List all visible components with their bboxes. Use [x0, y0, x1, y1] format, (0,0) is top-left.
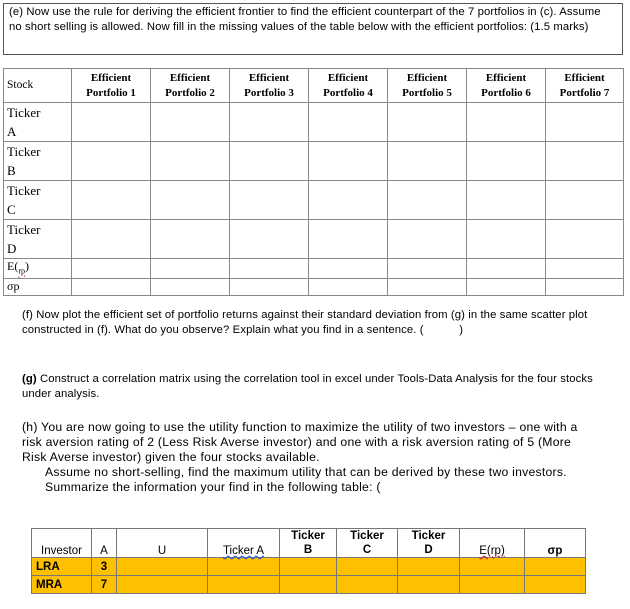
table-cell[interactable]	[337, 558, 398, 576]
utility-header-ticker-a: Ticker A	[208, 529, 280, 558]
table-cell[interactable]	[546, 181, 624, 220]
utility-header-ticker-b: Ticker B	[280, 529, 337, 558]
table-row-ticker-b	[4, 142, 624, 181]
table-cell[interactable]	[546, 103, 624, 142]
table-cell[interactable]	[230, 142, 309, 181]
utility-a-mra: 7	[92, 576, 117, 594]
table-cell[interactable]	[460, 558, 525, 576]
section-h-paragraph-2: Assume no short-selling, find the maximum utility that can be derived by these two investors. Summarize the information your find in the following table: (	[45, 465, 567, 494]
utility-header-ticker-d: Ticker D	[398, 529, 460, 558]
table-row-sigma	[4, 279, 624, 296]
table-cell[interactable]	[546, 259, 624, 279]
utility-header-a: A	[92, 529, 117, 558]
table-cell[interactable]	[72, 220, 151, 259]
table-cell[interactable]	[230, 181, 309, 220]
table-cell[interactable]	[388, 279, 467, 296]
table-cell[interactable]	[309, 181, 388, 220]
table-cell[interactable]	[546, 142, 624, 181]
table-cell[interactable]	[309, 220, 388, 259]
stock-header: Stock	[4, 69, 72, 103]
table-cell[interactable]	[309, 279, 388, 296]
col-header-portfolio-3: Efficient Portfolio 3	[230, 69, 309, 103]
table-cell[interactable]	[309, 103, 388, 142]
col-header-portfolio-4: Efficient Portfolio 4	[309, 69, 388, 103]
table-cell[interactable]	[72, 103, 151, 142]
table-row-ticker-a	[4, 103, 624, 142]
table-cell[interactable]	[280, 576, 337, 594]
table-cell[interactable]	[230, 259, 309, 279]
table-row-ticker-c	[4, 181, 624, 220]
utility-a-lra: 3	[92, 558, 117, 576]
utility-header-sigma: σp	[525, 529, 586, 558]
utility-header-u: U	[117, 529, 208, 558]
utility-investor-mra: MRA	[32, 576, 92, 594]
table-cell[interactable]	[72, 142, 151, 181]
table-cell[interactable]	[398, 558, 460, 576]
table-cell[interactable]	[309, 259, 388, 279]
utility-row-mra	[32, 576, 586, 594]
section-h-paragraph-1: (h) You are now going to use the utility function to maximize the utility of two investors – one with a risk aversion rating of 2 (Less Risk Averse investor) and one with a risk aversion rating of 5 (More Risk Averse investor) given the four stocks available.	[22, 420, 578, 464]
table-row-ticker-d	[4, 220, 624, 259]
utility-table	[31, 528, 586, 594]
section-f-text: (f) Now plot the efficient set of portfolio returns against their standard deviation from (g) in the same scatter plot constructed in (f). What do you observe? Explain what you find in a sentence. ( )	[22, 309, 588, 336]
table-cell[interactable]	[151, 279, 230, 296]
table-cell[interactable]	[398, 576, 460, 594]
table-cell[interactable]	[388, 259, 467, 279]
table-row-erp	[4, 259, 624, 279]
section-g-text: (g) Construct a correlation matrix using the correlation tool in excel under Tools-Data Analysis for the four stocks under analysis.	[22, 373, 593, 400]
table-cell[interactable]	[467, 259, 546, 279]
table-cell[interactable]	[388, 220, 467, 259]
col-header-portfolio-6: Efficient Portfolio 6	[467, 69, 546, 103]
table-cell[interactable]	[151, 103, 230, 142]
table-cell[interactable]	[546, 279, 624, 296]
col-header-portfolio-1: Efficient Portfolio 1	[72, 69, 151, 103]
table-cell[interactable]	[388, 142, 467, 181]
table-cell[interactable]	[388, 181, 467, 220]
utility-investor-lra: LRA	[32, 558, 92, 576]
row-label-ticker-d: Ticker D	[4, 220, 72, 259]
utility-header-erp: E(rp)	[460, 529, 525, 558]
table-cell[interactable]	[309, 142, 388, 181]
efficient-portfolio-table	[3, 68, 624, 296]
table-cell[interactable]	[467, 181, 546, 220]
table-cell[interactable]	[388, 103, 467, 142]
table-cell[interactable]	[72, 259, 151, 279]
col-header-portfolio-2: Efficient Portfolio 2	[151, 69, 230, 103]
table-cell[interactable]	[72, 181, 151, 220]
utility-row-lra	[32, 558, 586, 576]
row-label-ticker-c: Ticker C	[4, 181, 72, 220]
table-cell[interactable]	[467, 220, 546, 259]
utility-header-investor: Investor	[32, 529, 92, 558]
col-header-portfolio-5: Efficient Portfolio 5	[388, 69, 467, 103]
row-label-ticker-a: Ticker A	[4, 103, 72, 142]
table-cell[interactable]	[467, 279, 546, 296]
table-cell[interactable]	[117, 558, 208, 576]
table-cell[interactable]	[230, 220, 309, 259]
table-cell[interactable]	[151, 220, 230, 259]
table-cell[interactable]	[280, 558, 337, 576]
table-cell[interactable]	[467, 103, 546, 142]
section-e-text: (e) Now use the rule for deriving the efficient frontier to find the efficient counterpart of the 7 portfolios in (c). Assume no short selling is allowed. Now fill in the missing values of the table below with the efficient portfolios: (1.5 marks)	[9, 6, 601, 33]
section-h-text	[22, 420, 592, 495]
table-cell[interactable]	[117, 576, 208, 594]
table-cell[interactable]	[208, 558, 280, 576]
utility-header-ticker-c: Ticker C	[337, 529, 398, 558]
table-cell[interactable]	[230, 279, 309, 296]
table-cell[interactable]	[460, 576, 525, 594]
table-cell[interactable]	[546, 220, 624, 259]
row-label-erp: $E(_{rp})$	[4, 259, 72, 279]
table-cell[interactable]	[337, 576, 398, 594]
table-cell[interactable]	[525, 558, 586, 576]
row-label-sigma: σp	[4, 279, 72, 296]
col-header-portfolio-7: Efficient Portfolio 7	[546, 69, 624, 103]
table-cell[interactable]	[230, 103, 309, 142]
table-cell[interactable]	[151, 142, 230, 181]
table-cell[interactable]	[208, 576, 280, 594]
table-cell[interactable]	[151, 181, 230, 220]
row-label-ticker-b: Ticker B	[4, 142, 72, 181]
table-cell[interactable]	[467, 142, 546, 181]
utility-header-row	[32, 529, 586, 558]
table-cell[interactable]	[151, 259, 230, 279]
table-cell[interactable]	[525, 576, 586, 594]
table-cell[interactable]	[72, 279, 151, 296]
